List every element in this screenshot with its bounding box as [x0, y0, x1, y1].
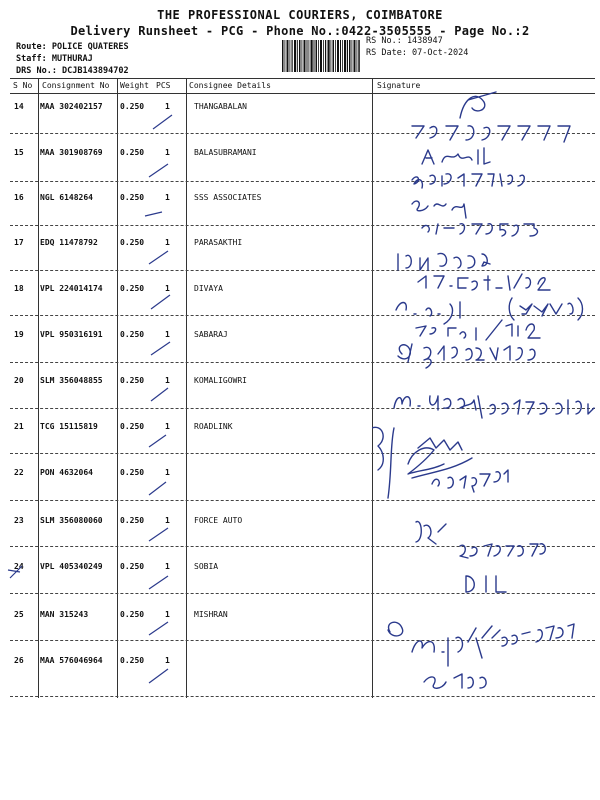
- column-header-sno: S No: [13, 81, 33, 90]
- row-weight: 0.250: [120, 238, 145, 247]
- column-divider: [186, 78, 187, 698]
- row-weight: 0.250: [120, 284, 145, 293]
- pen-tick-mark: [146, 524, 172, 544]
- row-weight: 0.250: [120, 422, 145, 431]
- column-header-signature: Signature: [377, 81, 421, 90]
- company-title: THE PROFESSIONAL COURIERS, COIMBATORE: [157, 8, 443, 22]
- row-consignee: BALASUBRAMANI: [194, 148, 257, 157]
- row-consignee: SSS ASSOCIATES: [194, 193, 262, 202]
- column-header-consignee: Consignee Details: [189, 81, 271, 90]
- row-consignee: PARASAKTHI: [194, 238, 243, 247]
- row-pcs: 1: [165, 422, 170, 431]
- row-pcs: 1: [165, 468, 170, 477]
- row-consignee: ROADLINK: [194, 422, 233, 431]
- pen-tick-mark: [146, 430, 172, 450]
- row-pcs: 1: [165, 193, 170, 202]
- row-consignment: VPL 950316191: [40, 330, 103, 339]
- rs-date: RS Date: 07-Oct-2024: [366, 48, 469, 58]
- row-weight: 0.250: [120, 148, 145, 157]
- row-consignment: VPL 405340249: [40, 562, 103, 571]
- row-sno: 22: [14, 468, 24, 477]
- row-consignment: EDQ 11478792: [40, 238, 98, 247]
- row-consignee: MISHRAN: [194, 610, 228, 619]
- row-consignee: SOBIA: [194, 562, 219, 571]
- row-consignment: VPL 224014174: [40, 284, 103, 293]
- row-pcs: 1: [165, 376, 170, 385]
- pen-tick-mark: [146, 618, 172, 638]
- row-weight: 0.250: [120, 468, 145, 477]
- row-sno: 17: [14, 238, 24, 247]
- row-weight: 0.250: [120, 656, 145, 665]
- barcode-image: [282, 40, 360, 72]
- row-pcs: 1: [165, 284, 170, 293]
- row-sno: 19: [14, 330, 24, 339]
- runsheet-subtitle: Delivery Runsheet - PCG - Phone No.:0422-3505555 - Page No.:2: [70, 24, 530, 38]
- row-sno: 20: [14, 376, 24, 385]
- row-pcs: 1: [165, 102, 170, 111]
- pen-tick-mark: [150, 112, 176, 132]
- row-weight: 0.250: [120, 330, 145, 339]
- drs-label: DRS No.: DCJB143894702: [16, 66, 129, 76]
- row-sno: 16: [14, 193, 24, 202]
- column-header-consignment: Consignment No: [42, 81, 110, 90]
- pen-tick-mark: [6, 562, 32, 582]
- row-pcs: 1: [165, 562, 170, 571]
- row-weight: 0.250: [120, 376, 145, 385]
- handwritten-signatures-image: [372, 78, 600, 698]
- row-sno: 14: [14, 102, 24, 111]
- row-consignment: MAA 301908769: [40, 148, 103, 157]
- row-sno: 24: [14, 562, 24, 571]
- row-pcs: 1: [165, 656, 170, 665]
- route-label: Route: POLICE QUATERES: [16, 42, 129, 52]
- pen-tick-mark: [146, 160, 172, 180]
- row-consignment: MAN 315243: [40, 610, 89, 619]
- row-sno: 21: [14, 422, 24, 431]
- column-divider: [38, 78, 39, 698]
- row-consignment: SLM 356080060: [40, 516, 103, 525]
- pen-tick-mark: [146, 572, 172, 592]
- row-consignee: DIVAYA: [194, 284, 223, 293]
- pen-tick-mark: [148, 384, 174, 404]
- row-pcs: 1: [165, 516, 170, 525]
- column-header-pcs: PCS: [156, 81, 171, 90]
- row-sno: 25: [14, 610, 24, 619]
- row-consignment: PON 4632064: [40, 468, 93, 477]
- row-pcs: 1: [165, 610, 170, 619]
- row-consignee: FORCE AUTO: [194, 516, 243, 525]
- row-consignee: SABARAJ: [194, 330, 228, 339]
- pen-tick-mark: [142, 200, 168, 220]
- pen-tick-mark: [146, 478, 172, 498]
- row-pcs: 1: [165, 330, 170, 339]
- row-consignment: MAA 576046964: [40, 656, 103, 665]
- row-sno: 26: [14, 656, 24, 665]
- column-header-weight: Weight: [120, 81, 149, 90]
- pen-tick-mark: [146, 246, 172, 266]
- row-pcs: 1: [165, 238, 170, 247]
- row-weight: 0.250: [120, 102, 145, 111]
- pen-tick-mark: [148, 292, 174, 312]
- pen-tick-mark: [146, 666, 172, 686]
- row-consignment: NGL 6148264: [40, 193, 93, 202]
- staff-label: Staff: MUTHURAJ: [16, 54, 93, 64]
- row-consignee: THANGABALAN: [194, 102, 247, 111]
- row-consignee: KOMALIGOWRI: [194, 376, 247, 385]
- rs-number: RS No.: 1438947: [366, 36, 443, 46]
- row-weight: 0.250: [120, 516, 145, 525]
- row-consignment: SLM 356048855: [40, 376, 103, 385]
- row-sno: 18: [14, 284, 24, 293]
- row-weight: 0.250: [120, 562, 145, 571]
- row-sno: 23: [14, 516, 24, 525]
- row-weight: 0.250: [120, 610, 145, 619]
- row-sno: 15: [14, 148, 24, 157]
- row-consignment: TCG 15115819: [40, 422, 98, 431]
- row-consignment: MAA 302402157: [40, 102, 103, 111]
- row-weight: 0.250: [120, 193, 145, 202]
- pen-tick-mark: [148, 338, 174, 358]
- row-pcs: 1: [165, 148, 170, 157]
- column-divider: [117, 78, 118, 698]
